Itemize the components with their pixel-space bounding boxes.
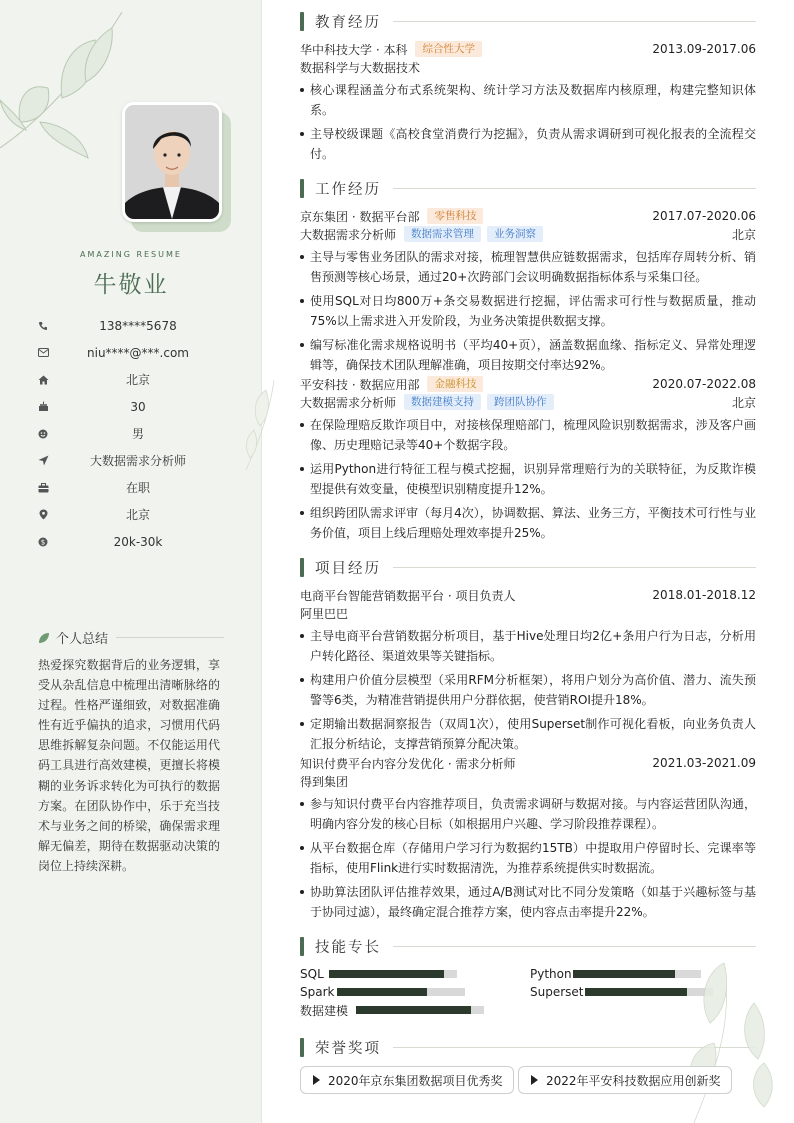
status-value: 在职 bbox=[125, 481, 150, 495]
job-date: 2017.07-2020.06 bbox=[652, 209, 756, 223]
list-item: 组织跨团队需求评审（每月4次），协调数据、算法、业务三方，平衡技术可行性与业务价值，项目上线后理赔处理效率提升25%。 bbox=[300, 503, 756, 543]
job-bullets bbox=[300, 247, 756, 375]
info-home bbox=[36, 366, 226, 393]
section-marker bbox=[300, 558, 304, 577]
award-text: 2022年平安科技数据应用创新奖 bbox=[546, 1073, 721, 1088]
info-position bbox=[36, 447, 226, 474]
skill-tag: 数据需求管理 bbox=[404, 226, 481, 242]
salary-icon bbox=[36, 535, 50, 549]
section-marker bbox=[300, 937, 304, 956]
project-org: 得到集团 bbox=[300, 774, 349, 789]
age-value: 30 bbox=[130, 399, 146, 414]
award-item bbox=[300, 1066, 514, 1094]
info-salary bbox=[36, 528, 226, 555]
awards-title: 荣誉奖项 bbox=[315, 1040, 381, 1057]
summary-divider bbox=[116, 637, 224, 638]
industry-tag: 零售科技 bbox=[427, 208, 483, 224]
education-title: 教育经历 bbox=[315, 14, 381, 31]
list-item: 从平台数据仓库（存储用户学习行为数据约15TB）中提取用户停留时长、完课率等指标，使用Flink进行实时数据清洗，为推荐系统提供实时数据流。 bbox=[300, 838, 756, 878]
job-role: 大数据需求分析师 bbox=[300, 227, 397, 242]
projects-section-header bbox=[300, 557, 756, 577]
work-section-header bbox=[300, 178, 756, 198]
list-item: 运用Python进行特征工程与模式挖掘，识别异常理赔行为的关联特征，为反欺诈模型提供有效变量，使模型识别精度提升12%。 bbox=[300, 459, 756, 499]
send-icon bbox=[36, 454, 50, 468]
sidebar bbox=[0, 0, 262, 1123]
skill-bar-fill bbox=[329, 970, 444, 978]
leaf-decoration-icon bbox=[240, 370, 300, 480]
job-bullets bbox=[300, 415, 756, 543]
skill-tag: 跨团队协作 bbox=[487, 394, 554, 410]
work-title: 工作经历 bbox=[315, 181, 381, 198]
skill-name: Python bbox=[530, 967, 572, 981]
section-divider bbox=[393, 188, 756, 189]
job-city: 北京 bbox=[731, 395, 756, 410]
job-role: 大数据需求分析师 bbox=[300, 395, 397, 410]
major: 数据科学与大数据技术 bbox=[300, 60, 421, 75]
home-icon bbox=[36, 373, 50, 387]
info-phone bbox=[36, 312, 226, 339]
list-item: 主导校级课题《高校食堂消费行为挖掘》，负责从需求调研到可视化报表的全流程交付。 bbox=[300, 124, 756, 164]
projects-title: 项目经历 bbox=[315, 560, 381, 577]
summary-header bbox=[38, 628, 224, 647]
skill-name: SQL bbox=[300, 967, 324, 981]
skill-bar bbox=[356, 1006, 484, 1014]
home-value: 北京 bbox=[125, 373, 150, 387]
project-name: 知识付费平台内容分发优化 · 需求分析师 bbox=[300, 756, 516, 771]
play-icon bbox=[313, 1075, 320, 1085]
briefcase-icon bbox=[36, 481, 50, 495]
info-status bbox=[36, 474, 226, 501]
email-value: niu****@***.com bbox=[87, 345, 189, 360]
list-item: 主导与零售业务团队的需求对接，梳理智慧供应链数据需求，包括库存周转分析、销售预测等核心场景，通过20+次跨部门会议明确数据指标体系与采集口径。 bbox=[300, 247, 756, 287]
email-icon bbox=[36, 346, 50, 360]
contact-info-list bbox=[36, 312, 226, 555]
job-date: 2020.07-2022.08 bbox=[652, 377, 756, 391]
location-value: 北京 bbox=[125, 508, 150, 522]
list-item: 主导电商平台营销数据分析项目，基于Hive处理日均2亿+条用户行为日志，分析用户转化路径、渠道效果等关键指标。 bbox=[300, 626, 756, 666]
project-entry bbox=[300, 586, 756, 754]
portrait-icon bbox=[125, 105, 219, 219]
section-divider bbox=[393, 21, 756, 22]
candidate-name: 牛敬业 bbox=[93, 272, 169, 298]
list-item: 编写标准化需求规格说明书（平均40+页），涵盖数据血缘、指标定义、异常处理逻辑等，确保技术团队理解准确，项目按期交付率达92%。 bbox=[300, 335, 756, 375]
list-item: 定期输出数据洞察报告（双周1次），使用Superset制作可视化看板，向业务负责人汇报分析结论，支撑营销预算分配决策。 bbox=[300, 714, 756, 754]
gender-value: 男 bbox=[131, 427, 144, 441]
skill-bar-fill bbox=[356, 1006, 471, 1014]
cake-icon bbox=[36, 400, 50, 414]
skill-name: Superset bbox=[530, 985, 584, 999]
leaf-icon bbox=[38, 632, 50, 644]
location-icon bbox=[36, 508, 50, 522]
list-item: 使用SQL对日均800万+条交易数据进行挖掘，评估需求可行性与数据质量，推动75%以上需求进入开发阶段，为业务决策提供数据支撑。 bbox=[300, 291, 756, 331]
project-date: 2021.03-2021.09 bbox=[652, 756, 756, 770]
list-item: 构建用户价值分层模型（采用RFM分析框架），将用户划分为高价值、潜力、流失预警等6类，为精准营销提供用户分群依据，使营销ROI提升18%。 bbox=[300, 670, 756, 710]
section-divider bbox=[393, 567, 756, 568]
info-gender bbox=[36, 420, 226, 447]
job-city: 北京 bbox=[731, 227, 756, 242]
skill-tag: 数据建模支持 bbox=[404, 394, 481, 410]
summary-text: 热爱探究数据背后的业务逻辑，享受从杂乱信息中梳理出清晰脉络的过程。性格严谨细致，对数据准确性有近乎偏执的追求，习惯用代码思维拆解复杂问题。不仅能运用代码工具进行高效建模，更擅长将模糊的业务诉求转化为可执行的数据方案。在团队协作中，乐于充当技术与业务之间的桥梁，确保需求理解无偏差，期待在数据驱动决策的岗位上持续深耕。 bbox=[38, 658, 220, 873]
phone-icon bbox=[36, 319, 50, 333]
skill-item bbox=[300, 966, 457, 982]
project-entry bbox=[300, 754, 756, 922]
education-entry bbox=[300, 40, 756, 164]
school-tag: 综合性大学 bbox=[415, 41, 482, 57]
education-bullets bbox=[300, 80, 756, 164]
info-email bbox=[36, 339, 226, 366]
education-section-header bbox=[300, 11, 756, 31]
info-location bbox=[36, 501, 226, 528]
play-icon bbox=[531, 1075, 538, 1085]
skill-item bbox=[300, 984, 465, 1000]
summary-title: 个人总结 bbox=[56, 632, 109, 647]
award-item bbox=[518, 1066, 732, 1094]
project-bullets bbox=[300, 626, 756, 754]
education-date: 2013.09-2017.06 bbox=[652, 42, 756, 56]
project-org: 阿里巴巴 bbox=[300, 606, 349, 621]
skill-bar-fill bbox=[337, 988, 427, 996]
industry-tag: 金融科技 bbox=[427, 376, 483, 392]
gender-icon bbox=[36, 427, 50, 441]
tagline: AMAZING RESUME bbox=[80, 250, 182, 259]
school-name: 华中科技大学 · 本科 bbox=[300, 42, 408, 57]
list-item: 在保险理赔反欺诈项目中，对接核保理赔部门，梳理风险识别数据需求，涉及客户画像、历史理赔记录等40+个数据字段。 bbox=[300, 415, 756, 455]
section-marker bbox=[300, 12, 304, 31]
company-name: 平安科技 · 数据应用部 bbox=[300, 377, 420, 392]
job-entry bbox=[300, 375, 756, 543]
avatar bbox=[122, 102, 222, 222]
skill-name: Spark bbox=[300, 985, 335, 999]
section-marker bbox=[300, 1038, 304, 1057]
skill-bar bbox=[329, 970, 457, 978]
info-age bbox=[36, 393, 226, 420]
skill-tag: 业务洞察 bbox=[487, 226, 543, 242]
phone-value: 138****5678 bbox=[99, 318, 177, 333]
position-value: 大数据需求分析师 bbox=[89, 454, 186, 468]
skill-item bbox=[300, 1002, 484, 1018]
company-name: 京东集团 · 数据平台部 bbox=[300, 209, 420, 224]
project-date: 2018.01-2018.12 bbox=[652, 588, 756, 602]
section-marker bbox=[300, 179, 304, 198]
award-text: 2020年京东集团数据项目优秀奖 bbox=[328, 1073, 503, 1088]
list-item: 参与知识付费平台内容推荐项目，负责需求调研与数据对接。与内容运营团队沟通，明确内容分发的核心目标（如根据用户兴趣、学习阶段推荐课程）。 bbox=[300, 794, 756, 834]
skill-bar bbox=[337, 988, 465, 996]
project-name: 电商平台智能营销数据平台 · 项目负责人 bbox=[300, 588, 516, 603]
svg-text:$: $ bbox=[40, 538, 46, 547]
skill-name: 数据建模 bbox=[300, 1003, 349, 1018]
list-item: 核心课程涵盖分布式系统架构、统计学习方法及数据库内核原理，构建完整知识体系。 bbox=[300, 80, 756, 120]
skills-title: 技能专长 bbox=[315, 939, 381, 956]
list-item: 协助算法团队评估推荐效果，通过A/B测试对比不同分发策略（如基于兴趣标签与基于协同过滤），最终确定混合推荐方案，使内容点击率提升22%。 bbox=[300, 882, 756, 922]
project-bullets bbox=[300, 794, 756, 922]
job-entry bbox=[300, 207, 756, 375]
salary-value: 20k-30k bbox=[113, 534, 163, 549]
